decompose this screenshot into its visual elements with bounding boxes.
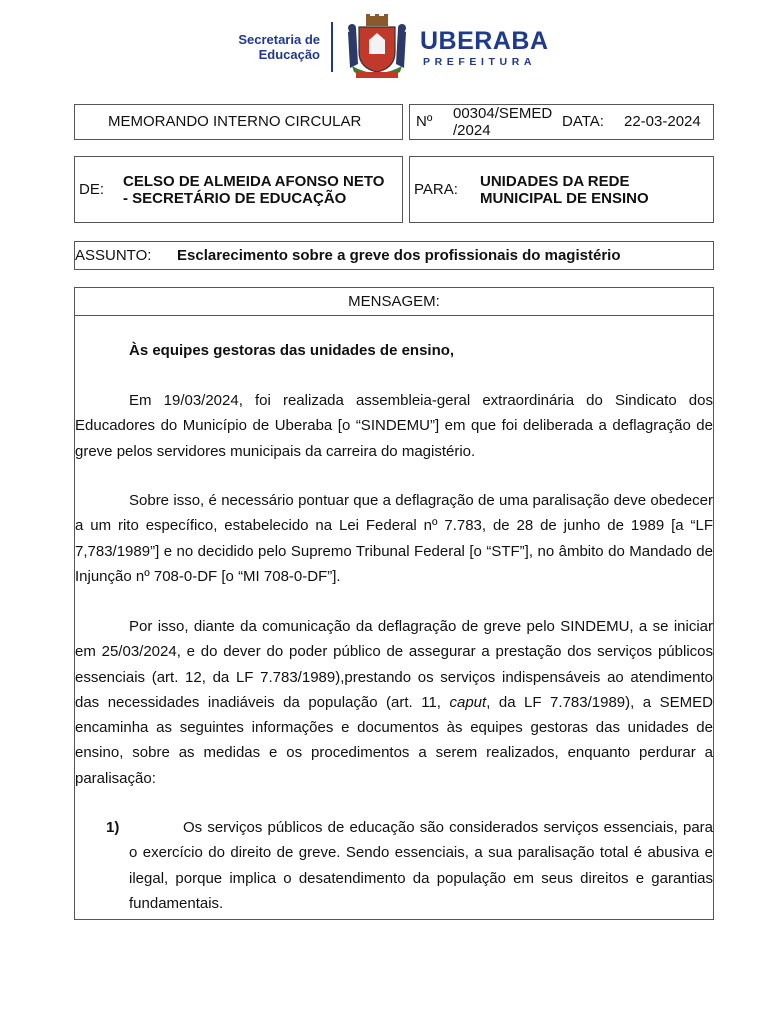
greeting: Às equipes gestoras das unidades de ensino, bbox=[129, 342, 455, 359]
message-label: MENSAGEM: bbox=[348, 293, 440, 310]
from-label: DE: bbox=[79, 181, 105, 198]
coat-of-arms-icon bbox=[342, 14, 412, 80]
to-recipient-line2: MUNICIPAL DE ENSINO bbox=[480, 190, 649, 207]
subject-box bbox=[74, 241, 714, 270]
paragraph-3-part-a: Por isso, diante da comunicação da deflagração de greve pelo SINDEMU, a se iniciar em 25/03/2024, e do dever do poder público de assegurar a prestação dos serviços públicos essenciais (art. 12, da LF 7.783/1989),prestando os serviços indispensáveis ao atendimento das necessidades inadiáveis da população (art. 11, bbox=[75, 618, 713, 711]
number-value-line2: /2024 bbox=[453, 122, 491, 139]
list-item-number: 1) bbox=[106, 819, 120, 836]
to-label: PARA: bbox=[414, 181, 458, 198]
date-value: 22-03-2024 bbox=[624, 113, 701, 130]
department-line1: Secretaria de bbox=[238, 32, 320, 47]
city-subtitle: PREFEITURA bbox=[423, 56, 537, 68]
paragraph-3 bbox=[75, 614, 713, 791]
paragraph-3-caput: caput bbox=[449, 693, 487, 711]
list-item-text: Os serviços públicos de educação são considerados serviços essenciais, para o exercício do direito de greve. Sendo essenciais, a sua paralisação total é abusiva e ilegal, porque implica o desatendimento da população em seus direitos e garantias fundamentais. bbox=[129, 819, 713, 912]
from-title: - SECRETÁRIO DE EDUCAÇÃO bbox=[123, 190, 347, 207]
date-label: DATA: bbox=[562, 113, 604, 130]
paragraph-2: Sobre isso, é necessário pontuar que a deflagração de uma paralisação deve obedecer a um rito específico, estabelecido na Lei Federal nº 7.783, de 28 de junho de 1989 [a “LF 7,783/1989”] e no decidido pelo Supremo Tribunal Federal [o “STF”], no âmbito do Mandado de Injunção nº 708-0-DF [o “MI 708-0-DF”]. bbox=[75, 492, 713, 585]
to-recipient-line1: UNIDADES DA REDE bbox=[480, 173, 630, 190]
department-name bbox=[234, 32, 320, 62]
number-value-line1: 00304/SEMED bbox=[453, 105, 553, 122]
city-name: UBERABA bbox=[420, 27, 549, 55]
paragraph-1: Em 19/03/2024, foi realizada assembleia-geral extraordinária do Sindicato dos Educadores do Município de Uberaba [o “SINDEMU”] em que foi deliberada a deflagração de greve pelos servidores municipais da carreira do magistério. bbox=[75, 392, 713, 460]
from-name: CELSO DE ALMEIDA AFONSO NETO bbox=[123, 173, 385, 190]
subject-value: Esclarecimento sobre a greve dos profissionais do magistério bbox=[177, 247, 621, 264]
paragraph-3-part-b: , da LF 7.783/1989), a SEMED encaminha as seguintes informações e documentos às equipes gestoras das unidades de ensino, sobre as medidas e os procedimentos a serem realizados, enquanto perdurar a paralisação: bbox=[75, 693, 713, 787]
message-header-box bbox=[74, 287, 714, 316]
logo-divider bbox=[331, 22, 333, 72]
subject-label: ASSUNTO: bbox=[75, 247, 152, 264]
to-box bbox=[409, 156, 714, 223]
memo-type-box bbox=[74, 104, 403, 140]
from-box bbox=[74, 156, 403, 223]
uberaba-logo bbox=[230, 14, 560, 80]
memo-number-box bbox=[409, 104, 714, 140]
number-label: Nº bbox=[416, 113, 433, 130]
memo-type: MEMORANDO INTERNO CIRCULAR bbox=[108, 113, 362, 130]
department-line2: Educação bbox=[258, 47, 320, 62]
